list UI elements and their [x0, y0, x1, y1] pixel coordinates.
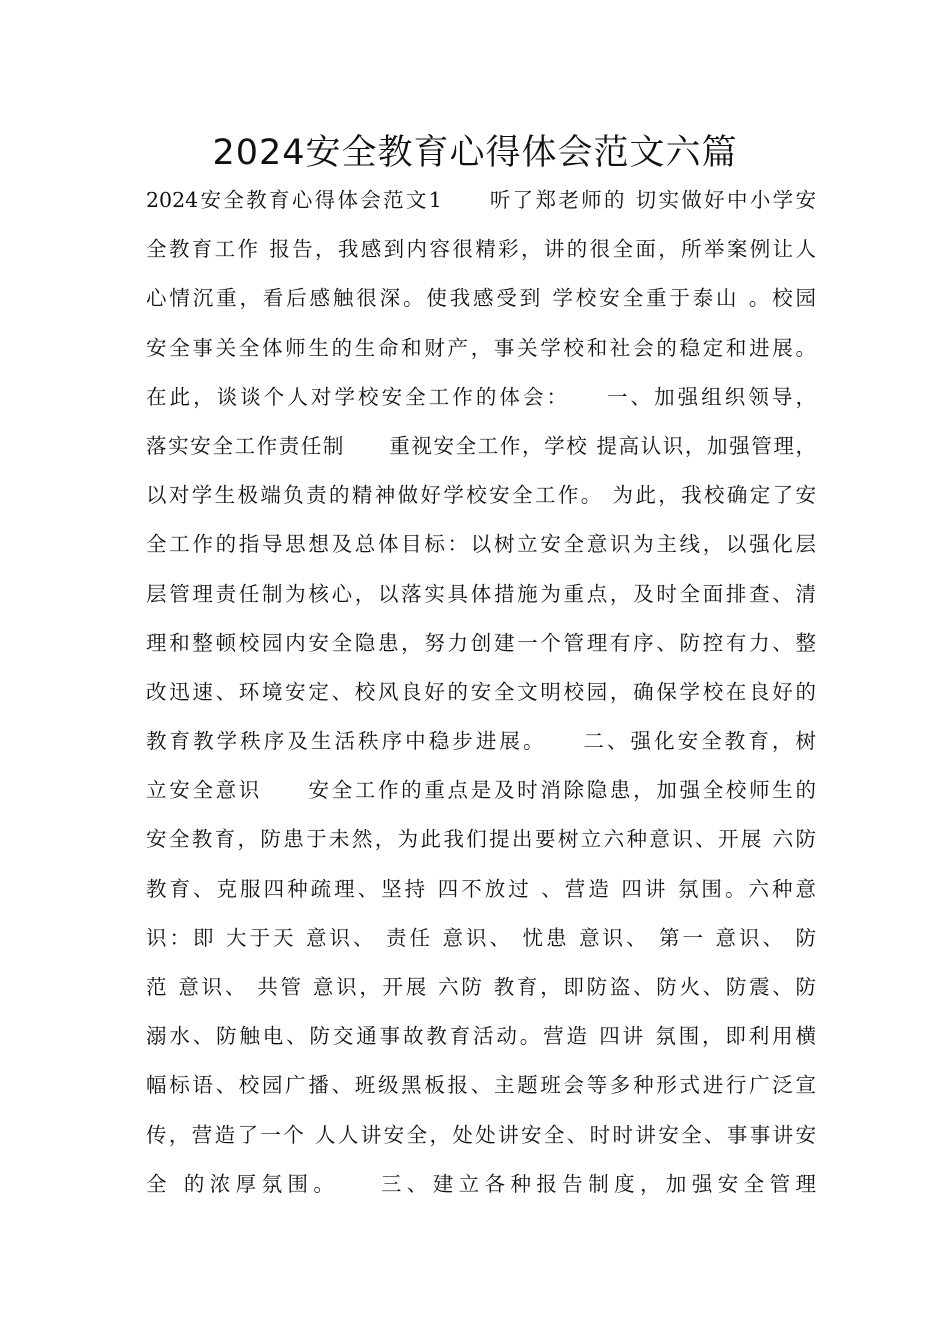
body-line: 全 的浓厚氛围。 三、建立各种报告制度，加强安全管理	[146, 1171, 816, 1196]
body-line: 传，营造了一个 人人讲安全，处处讲安全、时时讲安全、事事讲安	[146, 1122, 816, 1147]
body-line: 以对学生极端负责的精神做好学校安全工作。 为此，我校确定了安	[146, 483, 816, 508]
body-line: 2024安全教育心得体会范文1 听了郑老师的 切实做好中小学安	[146, 188, 816, 212]
body-line: 幅标语、校园广播、班级黑板报、主题班会等多种形式进行广泛宣	[146, 1073, 816, 1098]
body-line: 全教育工作 报告，我感到内容很精彩，讲的很全面，所举案例让人	[146, 237, 816, 262]
body-line: 范 意识、 共管 意识，开展 六防 教育，即防盗、防火、防震、防	[146, 975, 816, 999]
body-line: 识：即 大于天 意识、 责任 意识、 忧患 意识、 第一 意识、 防	[146, 925, 816, 950]
document-body	[146, 180, 816, 1213]
body-line: 层管理责任制为核心，以落实具体措施为重点，及时全面排查、清	[146, 581, 816, 606]
body-line: 心情沉重，看后感触很深。使我感受到 学校安全重于泰山 。校园	[146, 286, 816, 311]
body-line: 教育教学秩序及生活秩序中稳步进展。 二、强化安全教育，树	[146, 729, 816, 754]
document-title: 2024安全教育心得体会范文六篇	[212, 133, 738, 173]
body-line: 安全教育，防患于未然，为此我们提出要树立六种意识、开展 六防	[146, 827, 816, 852]
body-line: 理和整顿校园内安全隐患，努力创建一个管理有序、防控有力、整	[146, 630, 816, 655]
body-line: 全工作的指导思想及总体目标：以树立安全意识为主线，以强化层	[146, 532, 816, 557]
body-line: 在此，谈谈个人对学校安全工作的体会： 一、加强组织领导，	[146, 384, 816, 409]
body-line: 落实安全工作责任制 重视安全工作，学校 提高认识，加强管理，	[146, 433, 816, 458]
body-line: 改迅速、环境安定、校风良好的安全文明校园，确保学校在良好的	[146, 679, 816, 704]
body-line: 立安全意识 安全工作的重点是及时消除隐患，加强全校师生的	[146, 778, 816, 803]
body-line: 安全事关全体师生的生命和财产，事关学校和社会的稳定和进展。	[146, 335, 816, 360]
body-line: 溺水、防触电、防交通事故教育活动。营造 四讲 氛围，即利用横	[146, 1024, 816, 1049]
body-line: 教育、克服四种疏理、坚持 四不放过 、营造 四讲 氛围。六种意	[146, 876, 816, 901]
